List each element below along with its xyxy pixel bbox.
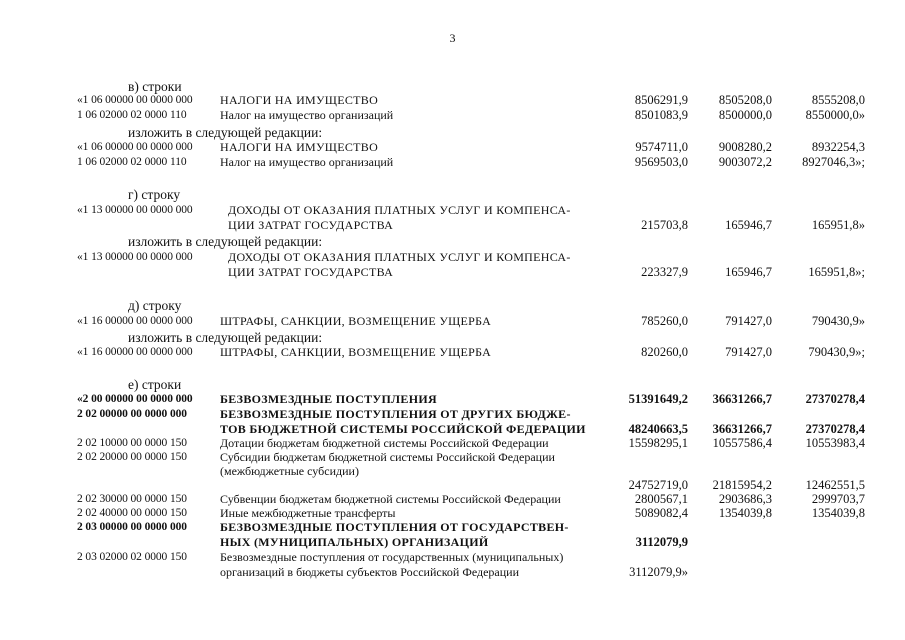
value-year3: 12462551,5 <box>805 478 865 492</box>
value-year1: 15598295,1 <box>628 436 688 450</box>
value-year3: 27370278,4 <box>805 392 865 406</box>
value-year2: 9003072,2 <box>718 155 772 169</box>
table-row <box>0 422 905 437</box>
row-name: Субсидии бюджетам бюджетной системы Российской Федерации <box>220 450 555 464</box>
table-row <box>0 314 905 329</box>
table-row <box>0 345 905 360</box>
value-year2: 21815954,2 <box>712 478 772 492</box>
value-year3: 1354039,8 <box>811 506 865 520</box>
row-code: 2 02 10000 00 0000 150 <box>77 437 187 449</box>
replace-text: изложить в следующей редакции: <box>128 234 323 249</box>
section-e-heading: е) строки <box>128 377 182 392</box>
row-code: 2 02 20000 00 0000 150 <box>77 451 187 463</box>
value-year1: 215703,8 <box>641 218 688 232</box>
row-name-cont: НЫХ (МУНИЦИПАЛЬНЫХ) ОРГАНИЗАЦИЙ <box>220 535 489 549</box>
table-row <box>0 218 905 233</box>
value-year1: 5089082,4 <box>634 506 688 520</box>
row-code: 2 02 40000 00 0000 150 <box>77 507 187 519</box>
value-year2: 10557586,4 <box>712 436 772 450</box>
row-code: «1 13 00000 00 0000 000 <box>77 204 193 216</box>
row-code: «1 13 00000 00 0000 000 <box>77 251 193 263</box>
value-year3: 27370278,4 <box>805 422 865 436</box>
value-year1: 3112079,9 <box>635 535 688 549</box>
table-row <box>0 478 905 493</box>
value-year2: 165946,7 <box>725 265 772 279</box>
row-name: ШТРАФЫ, САНКЦИИ, ВОЗМЕЩЕНИЕ УЩЕРБА <box>220 314 492 328</box>
table-row <box>0 436 905 451</box>
value-year2: 36631266,7 <box>712 392 772 406</box>
row-name: НАЛОГИ НА ИМУЩЕСТВО <box>220 93 379 107</box>
table-row <box>0 464 905 479</box>
value-year2: 36631266,7 <box>712 422 772 436</box>
row-name: Безвозмездные поступления от государственных (муниципальных) <box>220 550 564 564</box>
value-year1: 24752719,0 <box>628 478 688 492</box>
value-year2: 1354039,8 <box>718 506 772 520</box>
table-row <box>0 450 905 465</box>
row-code: 2 03 02000 02 0000 150 <box>77 551 187 563</box>
value-year2: 791427,0 <box>725 345 772 359</box>
row-name-cont: организаций в бюджеты субъектов Российской Федерации <box>220 565 520 579</box>
value-year3: 2999703,7 <box>811 492 865 506</box>
table-row <box>0 492 905 507</box>
value-year3: 790430,9» <box>811 314 865 328</box>
row-name: Налог на имущество организаций <box>220 155 394 169</box>
row-name: Субвенции бюджетам бюджетной системы Российской Федерации <box>220 492 561 506</box>
table-row <box>0 407 905 422</box>
section-v-heading: в) строки <box>128 79 182 94</box>
value-year2: 9008280,2 <box>718 140 772 154</box>
row-name: Дотации бюджетам бюджетной системы Российской Федерации <box>220 436 549 450</box>
row-code: «1 06 00000 00 0000 000 <box>77 141 193 153</box>
table-row <box>0 140 905 155</box>
table-row <box>0 155 905 170</box>
value-year2: 8500000,0 <box>718 108 772 122</box>
table-row <box>0 392 905 407</box>
value-year1: 223327,9 <box>641 265 688 279</box>
value-year2: 791427,0 <box>725 314 772 328</box>
row-name: БЕЗВОЗМЕЗДНЫЕ ПОСТУПЛЕНИЯ ОТ ГОСУДАРСТВЕН- <box>220 520 569 534</box>
value-year1: 48240663,5 <box>628 422 688 436</box>
value-year3: 790430,9»; <box>808 345 865 359</box>
value-year2: 8505208,0 <box>718 93 772 107</box>
row-name: НАЛОГИ НА ИМУЩЕСТВО <box>220 140 379 154</box>
row-name: БЕЗВОЗМЕЗДНЫЕ ПОСТУПЛЕНИЯ ОТ ДРУГИХ БЮДЖЕ- <box>220 407 571 421</box>
table-row <box>0 535 905 550</box>
table-row <box>0 265 905 280</box>
table-row <box>0 520 905 535</box>
row-name: Иные межбюджетные трансферты <box>220 506 396 520</box>
value-year1: 9574711,0 <box>635 140 688 154</box>
row-code: 1 06 02000 02 0000 110 <box>77 109 187 121</box>
row-name: ДОХОДЫ ОТ ОКАЗАНИЯ ПЛАТНЫХ УСЛУГ И КОМПЕНСА- <box>228 250 571 264</box>
table-row <box>0 250 905 265</box>
value-year1: 3112079,9» <box>629 565 688 579</box>
row-name-cont: ТОВ БЮДЖЕТНОЙ СИСТЕМЫ РОССИЙСКОЙ ФЕДЕРАЦИИ <box>220 422 586 436</box>
page-number: 3 <box>449 31 456 45</box>
value-year1: 8506291,9 <box>634 93 688 107</box>
row-name: Налог на имущество организаций <box>220 108 394 122</box>
table-row <box>0 108 905 123</box>
value-year1: 820260,0 <box>641 345 688 359</box>
row-code: 2 02 00000 00 0000 000 <box>77 408 187 420</box>
value-year3: 8555208,0 <box>811 93 865 107</box>
value-year1: 2800567,1 <box>634 492 688 506</box>
row-code: «2 00 00000 00 0000 000 <box>77 393 193 405</box>
value-year3: 10553983,4 <box>805 436 865 450</box>
row-code: 1 06 02000 02 0000 110 <box>77 156 187 168</box>
table-row <box>0 203 905 218</box>
table-row <box>0 565 905 580</box>
row-name: БЕЗВОЗМЕЗДНЫЕ ПОСТУПЛЕНИЯ <box>220 392 437 406</box>
value-year3: 165951,8»; <box>808 265 865 279</box>
value-year3: 165951,8» <box>811 218 865 232</box>
value-year1: 9569503,0 <box>634 155 688 169</box>
value-year1: 51391649,2 <box>628 392 688 406</box>
value-year3: 8932254,3 <box>811 140 865 154</box>
section-d-heading: д) строку <box>128 298 182 313</box>
value-year2: 165946,7 <box>725 218 772 232</box>
table-row <box>0 506 905 521</box>
row-name-cont: (межбюджетные субсидии) <box>220 464 359 478</box>
row-name: ШТРАФЫ, САНКЦИИ, ВОЗМЕЩЕНИЕ УЩЕРБА <box>220 345 492 359</box>
section-g-heading: г) строку <box>128 187 181 202</box>
replace-text: изложить в следующей редакции: <box>128 125 323 140</box>
value-year3: 8550000,0» <box>805 108 865 122</box>
row-name: ДОХОДЫ ОТ ОКАЗАНИЯ ПЛАТНЫХ УСЛУГ И КОМПЕНСА- <box>228 203 571 217</box>
table-row <box>0 93 905 108</box>
row-code: 2 02 30000 00 0000 150 <box>77 493 187 505</box>
value-year3: 8927046,3»; <box>802 155 865 169</box>
value-year1: 785260,0 <box>641 314 688 328</box>
value-year2: 2903686,3 <box>718 492 772 506</box>
row-code: «1 16 00000 00 0000 000 <box>77 315 193 327</box>
row-code: «1 16 00000 00 0000 000 <box>77 346 193 358</box>
replace-text: изложить в следующей редакции: <box>128 330 323 345</box>
row-name-cont: ЦИИ ЗАТРАТ ГОСУДАРСТВА <box>228 218 394 232</box>
row-name-cont: ЦИИ ЗАТРАТ ГОСУДАРСТВА <box>228 265 394 279</box>
row-code: 2 03 00000 00 0000 000 <box>77 521 187 533</box>
value-year1: 8501083,9 <box>634 108 688 122</box>
row-code: «1 06 00000 00 0000 000 <box>77 94 193 106</box>
table-row <box>0 550 905 565</box>
